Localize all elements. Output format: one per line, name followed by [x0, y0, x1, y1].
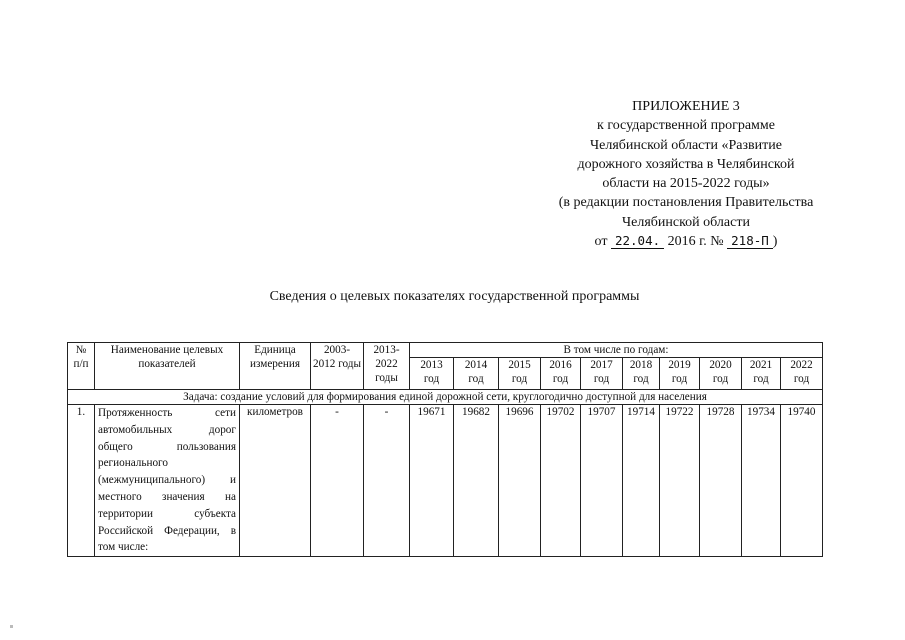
year-header: 2018 год [623, 358, 660, 390]
appendix-header [536, 97, 836, 251]
row-unit: километров [240, 405, 311, 557]
year-header: 2019 год [660, 358, 700, 390]
handwritten-date: 22.04. [611, 234, 664, 249]
table-row [68, 405, 823, 557]
handwritten-number: 218-П [727, 234, 773, 249]
appendix-line: дорожного хозяйства в Челябинской [577, 156, 795, 172]
header-row [68, 343, 823, 358]
task-row [68, 390, 823, 405]
row-period-2013-2022: - [364, 405, 410, 557]
year-header: 2021 год [742, 358, 781, 390]
row-value-2017: 19707 [581, 405, 623, 557]
year-header: 2016 год [541, 358, 581, 390]
year-header: 2014 год [454, 358, 499, 390]
header-by-years: В том числе по годам: [410, 343, 823, 358]
row-value-2019: 19722 [660, 405, 700, 557]
year-header: 2020 год [700, 358, 742, 390]
task-text: Задача: создание условий для формирования единой дорожной сети, круглогодично доступной для населения [68, 390, 823, 405]
appendix-line: (в редакции постановления Правительства [558, 195, 814, 211]
year-header: 2015 год [499, 358, 541, 390]
row-period-2003-2012: - [311, 405, 364, 557]
row-value-2018: 19714 [623, 405, 660, 557]
row-value-2016: 19702 [541, 405, 581, 557]
header-period-2013-2022: 2013- 2022 годы [364, 343, 410, 390]
appendix-title: ПРИЛОЖЕНИЕ 3 [632, 99, 740, 114]
header-name: Наименование целевых показателей [95, 343, 240, 390]
row-num: 1. [68, 405, 95, 557]
appendix-date-line [536, 232, 836, 251]
document-title: Сведения о целевых показателях государственной программы [269, 289, 640, 304]
indicators-table [67, 342, 823, 557]
appendix-line: Челябинской области «Развитие [590, 137, 782, 153]
header-num: № п/п [68, 343, 95, 390]
date-prefix: от [594, 234, 608, 250]
year-header: 2022 год [781, 358, 823, 390]
scan-mark [10, 625, 13, 628]
year-header: 2013 год [410, 358, 454, 390]
header-period-2003-2012: 2003- 2012 годы [311, 343, 364, 390]
header-unit: Единица измерения [240, 343, 311, 390]
year-header: 2017 год [581, 358, 623, 390]
row-value-2022: 19740 [781, 405, 823, 557]
appendix-line: области на 2015-2022 годы» [602, 176, 770, 192]
row-value-2014: 19682 [454, 405, 499, 557]
row-value-2021: 19734 [742, 405, 781, 557]
row-value-2020: 19728 [700, 405, 742, 557]
appendix-line: Челябинской области [622, 214, 750, 230]
appendix-line: к государственной программе [597, 118, 775, 134]
row-value-2013: 19671 [410, 405, 454, 557]
close-paren: ) [772, 234, 778, 250]
row-indicator-name: Протяженность сети автомобильных дорог общего пользования регионального (межмуниципального) и местного значения на территории субъекта Российской Федерации, в том числе: [95, 405, 240, 557]
row-value-2015: 19696 [499, 405, 541, 557]
year-text: 2016 г. № [667, 234, 724, 250]
